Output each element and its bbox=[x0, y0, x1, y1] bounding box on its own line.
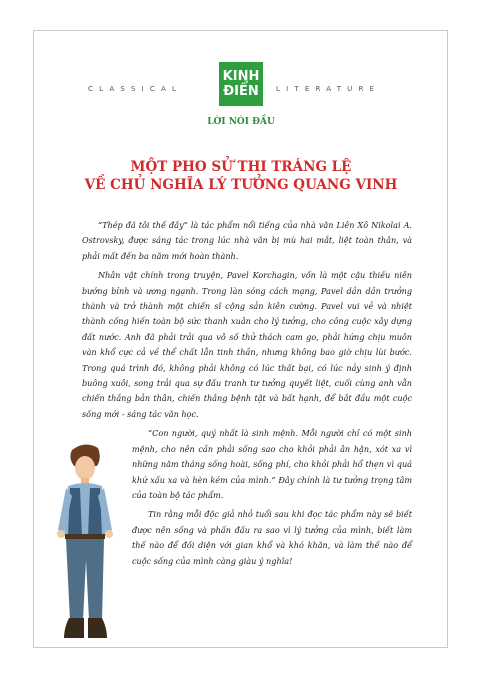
title-line-1: MỘT PHO SỬ THI TRÁNG LỆ bbox=[130, 159, 352, 175]
logo-line-2: ĐIỂN bbox=[223, 84, 259, 99]
paragraph-2: Nhân vật chính trong truyện, Pavel Korchagin, vốn là một cậu thiếu niên bướng bỉnh và ương ngạnh. Trong làn sóng cách mạng, Pavel dần dần trưởng thành và trở thành một chiến sĩ cộng sản kiên cường. Pavel vui vẻ và nhiệt thành cống hiến toàn bộ sức thanh xuân cho lý tưởng, cho công cuộc xây dựng đất nước. Anh đã phải trải qua vô số thử thách cam go, phải hứng chịu muôn vàn khổ cực cả về thể chất lẫn tinh thần, nhưng không bao giờ chịu lùi bước. Trong quá trình đó, không phải không có lúc thất bại, có lúc nảy sinh ý định buông xuôi, song trải qua sự đấu tranh tư tưởng quyết liệt, cuối cùng anh vẫn chiến thắng bản thân, chiến thắng bệnh tật và bất hạnh, để bắt đầu một cuộc sống mới - sáng tác văn học. bbox=[82, 270, 412, 419]
kinh-dien-logo bbox=[219, 62, 263, 106]
preface-body bbox=[82, 218, 412, 569]
series-label-left: CLASSICAL bbox=[88, 85, 183, 93]
paragraph-3: “Con người, quý nhất là sinh mệnh. Mỗi người chỉ có một sinh mệnh, cho nên cần phải sống sao cho khỏi phải ân hận, xót xa vì những năm tháng sống hoài, sống phí, cho khỏi phải hổ thẹn vì quá khứ xấu xa và hèn kém của mình.” Đây chính là tư tưởng trọng tâm của toàn bộ tác phẩm. bbox=[132, 428, 412, 500]
paragraph-4: Tin rằng mỗi độc giả nhỏ tuổi sau khi đọc tác phẩm này sẽ biết được nên sống và phấn đấu ra sao vì lý tưởng của mình, biết làm thế nào để đối diện với gian khổ và khó khăn, và làm thế nào để cuộc sống của mình càng giàu ý nghĩa! bbox=[132, 509, 412, 566]
series-header bbox=[33, 60, 448, 110]
title-line-2: VỀ CHỦ NGHĨA LÝ TƯỞNG QUANG VINH bbox=[84, 177, 398, 193]
paragraph-1: “Thép đã tôi thế đấy” là tác phẩm nổi tiếng của nhà văn Liên Xô Nikolai A. Ostrovsky, được sáng tác trong lúc nhà văn bị mù hai mắt, liệt toàn thân, và phải mất đến ba năm mới hoàn thành. bbox=[82, 220, 412, 261]
page-title bbox=[0, 158, 482, 194]
preface-label: LỜI NÓI ĐẦU bbox=[207, 117, 275, 127]
boy-illustration bbox=[50, 440, 120, 648]
logo-line-1: KINH bbox=[222, 69, 260, 84]
series-label-right: LITERATURE bbox=[276, 85, 381, 93]
